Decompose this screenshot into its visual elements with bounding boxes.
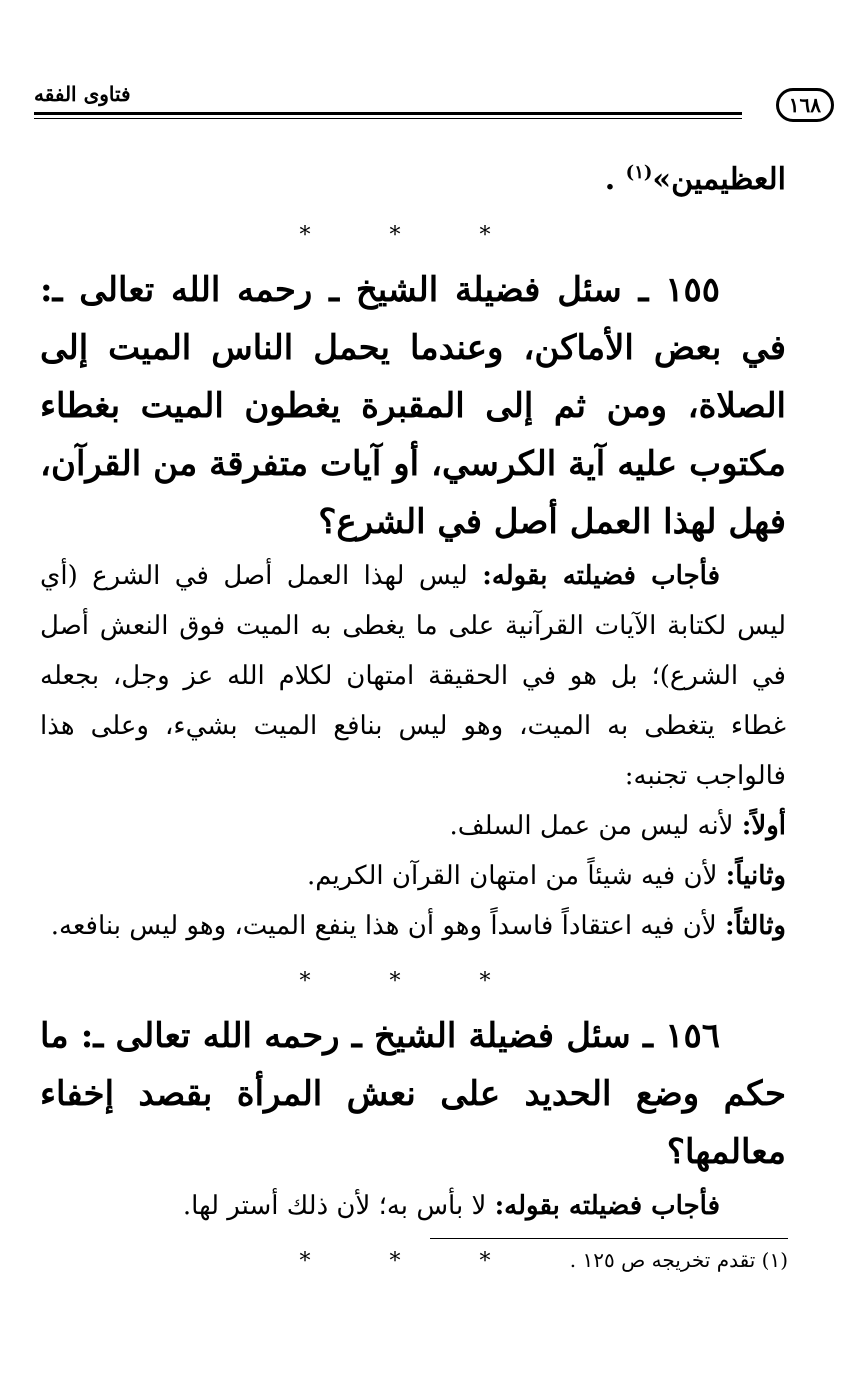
point-3 <box>40 901 786 951</box>
page-number: ١٦٨ <box>776 88 834 122</box>
footnote: (١) تقدم تخريجه ص ١٢٥ . <box>569 1248 788 1272</box>
point-1-text: لأنه ليس من عمل السلف. <box>449 811 742 841</box>
question-155: ١٥٥ ـ سئل فضيلة الشيخ ـ رحمه الله تعالى ـ: في بعض الأماكن، وعندما يحمل الناس الميت إلى الصلاة، ومن ثم إلى المقبرة يغطون الميت بغطاء مكتوب عليه آية الكرسي، أو آيات متفرقة من القرآن، فهل لهذا العمل أصل في الشرع؟ <box>40 270 786 542</box>
point-1 <box>40 801 786 851</box>
answer-155-lead: فأجاب فضيلته بقوله: <box>482 561 720 591</box>
page-header <box>34 82 834 122</box>
separator-stars-3: * * * <box>299 1249 527 1274</box>
continuation-line <box>40 148 786 205</box>
book-title: فتاوى الفقه <box>34 82 131 106</box>
point-3-label: وثالثاً: <box>724 911 786 941</box>
answer-155 <box>40 551 786 801</box>
header-rule-thin <box>34 118 742 119</box>
header-rule-thick <box>34 112 742 115</box>
footnote-divider <box>430 1238 788 1239</box>
question-156: ١٥٦ ـ سئل فضيلة الشيخ ـ رحمه الله تعالى ـ: ما حكم وضع الحديد على نعش المرأة بقصد إخفاء معالمها؟ <box>40 1016 786 1172</box>
continuation-text: العظيمين» <box>652 162 786 197</box>
answer-156-lead: فأجاب فضيلته بقوله: <box>494 1191 720 1221</box>
page-body <box>40 148 786 1285</box>
answer-155-text: ليس لهذا العمل أصل في الشرع (أي ليس لكتابة الآيات القرآنية على ما يغطى به الميت فوق النعش أصل في الشرع)؛ بل هو في الحقيقة امتهان لكلام الله عز وجل، بجعله غطاء يتغطى به الميت، وهو ليس بنافع الميت بشيء، وعلى هذا فالواجب تجنبه: <box>40 561 786 791</box>
continuation-end: . <box>604 162 626 197</box>
separator-stars: * * * <box>299 223 527 248</box>
point-1-label: أولاً: <box>741 811 786 841</box>
answer-156-text: لا بأس به؛ لأن ذلك أستر لها. <box>182 1191 495 1221</box>
footnote-marker: (١) <box>625 162 653 183</box>
point-2 <box>40 851 786 901</box>
separator-stars-2: * * * <box>299 969 527 994</box>
answer-156 <box>40 1181 786 1231</box>
point-2-text: لأن فيه شيئاً من امتهان القرآن الكريم. <box>306 861 726 891</box>
point-2-label: وثانياً: <box>725 861 786 891</box>
point-3-text: لأن فيه اعتقاداً فاسداً وهو أن هذا ينفع الميت، وهو ليس بنافعه. <box>50 911 725 941</box>
